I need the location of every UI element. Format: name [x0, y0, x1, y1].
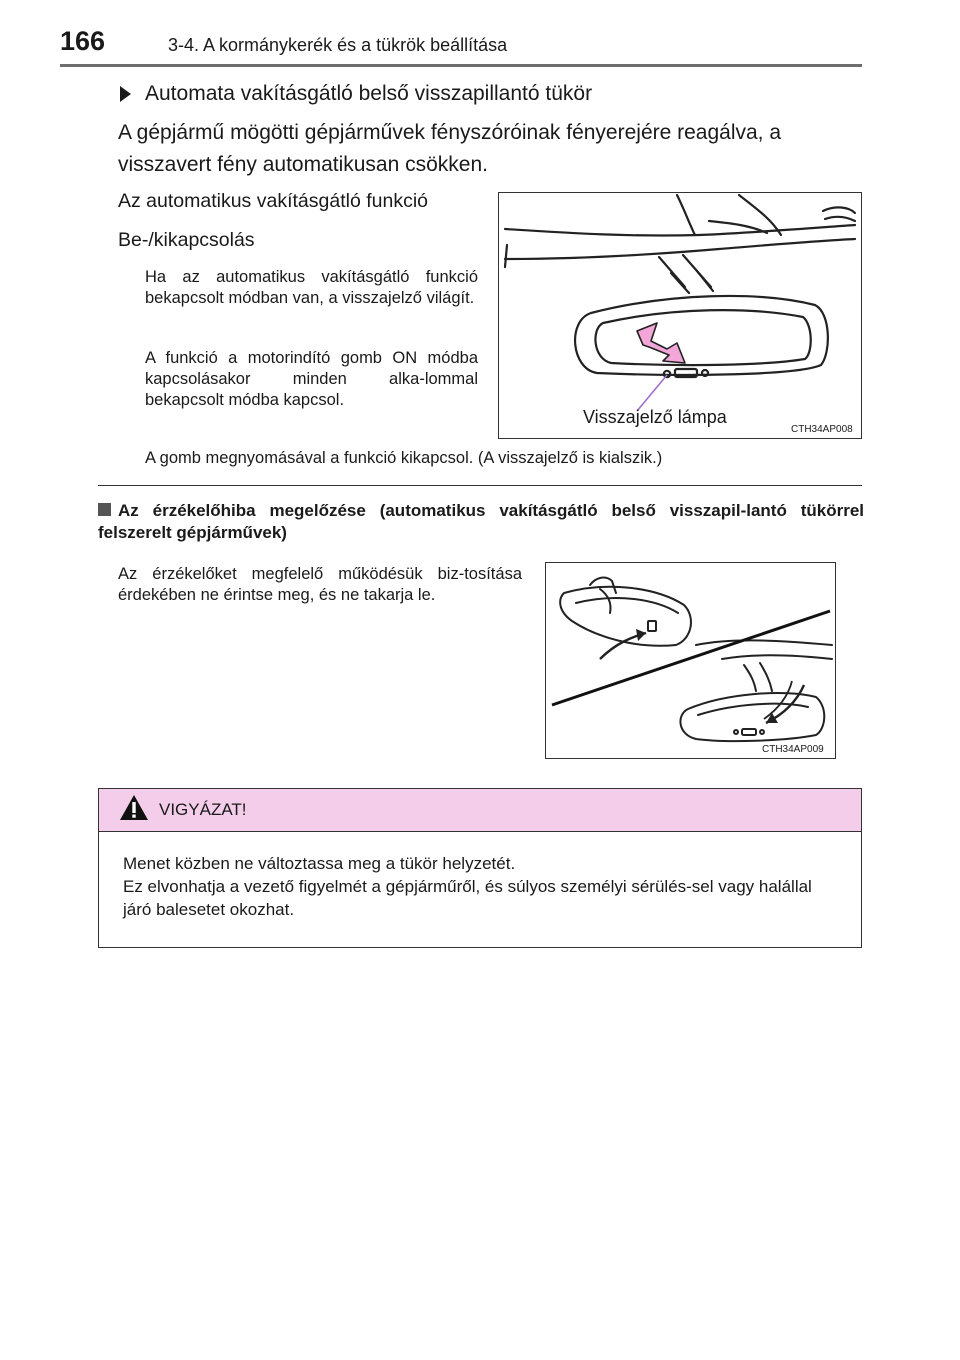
- figure-code: CTH34AP009: [762, 744, 824, 755]
- section-title: [120, 82, 592, 106]
- sensor-paragraph: Az érzékelőket megfelelő működésük biz-tosítása érdekében ne érintse meg, és ne takarja le.: [118, 565, 522, 604]
- bullet-heading: [98, 500, 864, 544]
- sensor-drawing: [546, 563, 834, 757]
- mirror-drawing: [499, 193, 860, 437]
- figure-label-indicator: Visszajelző lámpa: [583, 407, 727, 427]
- warning-line-2: Ez elvonhatja a vezető figyelmét a gépjárműről, és súlyos személyi sérülés-sel vagy halállal járó balesetet okozhat.: [123, 877, 812, 919]
- warning-triangle-icon: [119, 794, 149, 826]
- warning-header: [99, 789, 861, 832]
- sensor-illustration: [545, 562, 836, 759]
- mirror-illustration: [498, 192, 862, 439]
- warning-title: VIGYÁZAT!: [159, 800, 247, 819]
- paragraph-indicator-on: Ha az automatikus vakításgátló funkció bekapcsolt módban van, a visszajelző világít.: [145, 268, 478, 307]
- section-separator: [98, 485, 862, 486]
- subheading: Az automatikus vakításgátló funkció: [118, 190, 428, 212]
- section-title-text: Automata vakításgátló belső visszapillantó tükör: [145, 82, 593, 105]
- paragraph-button-off: A gomb megnyomásával a funkció kikapcsol. (A visszajelző is kialszik.): [145, 449, 663, 467]
- paragraph-default-on: A funkció a motorindító gomb ON módba kapcsolásakor minden alka-lommal bekapcsolt módba kapcsol.: [145, 349, 478, 409]
- sub-subheading: Be-/kikapcsolás: [118, 229, 255, 251]
- running-header: 3-4. A kormánykerék és a tükrök beállítása: [168, 35, 508, 55]
- triangle-bullet-icon: [120, 86, 131, 102]
- bullet-heading-text: Az érzékelőhiba megelőzése (automatikus vakításgátló belső visszapil-lantó tükörrel felszerelt gépjárművek): [98, 501, 864, 542]
- square-bullet-icon: [98, 503, 111, 516]
- warning-body: [123, 852, 843, 921]
- page-number: 166: [60, 26, 106, 56]
- warning-line-1: Menet közben ne változtassa meg a tükör helyzetét.: [123, 854, 516, 873]
- header-rule: [60, 64, 862, 67]
- figure-code: CTH34AP008: [791, 424, 853, 435]
- warning-box: [98, 788, 862, 948]
- intro-paragraph: A gépjármű mögötti gépjárművek fényszóróinak fényerejére reagálva, a visszavert fény automatikusan csökken.: [118, 121, 782, 176]
